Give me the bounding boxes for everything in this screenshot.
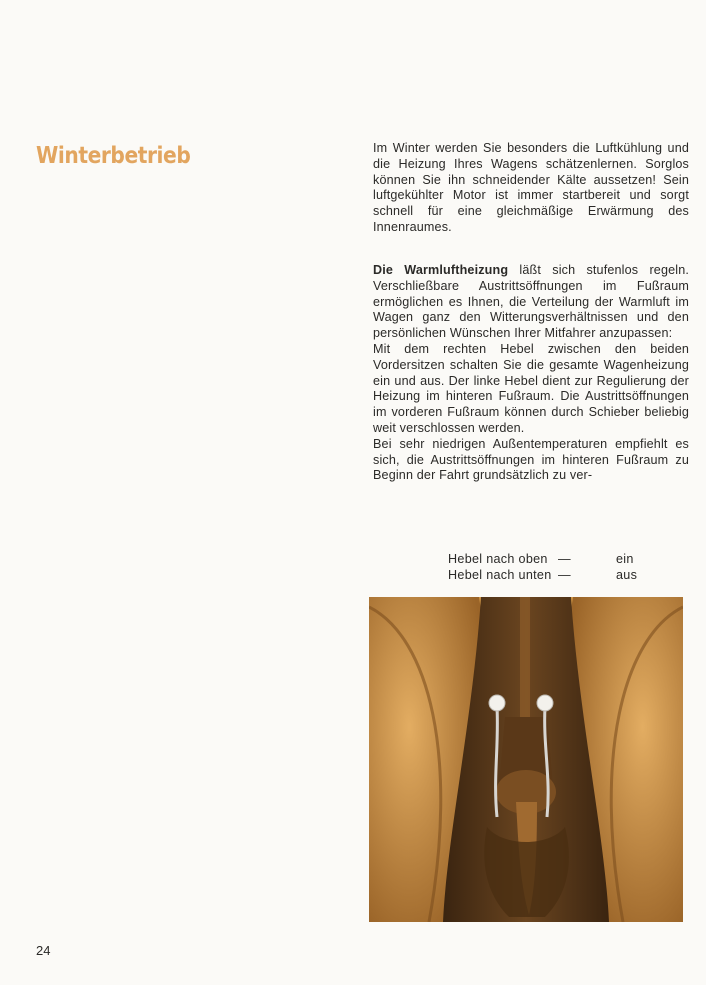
heating-section <box>373 263 689 484</box>
heating-paragraph-2: Mit dem rechten Hebel zwischen den beiden Vordersitzen schalten Sie die gesamte Wagenheizung ein und aus. Der linke Hebel dient zur Regulierung der Heizung im hinteren Fußraum. Die Austrittsöffnungen im vorderen Fußraum können durch Schieber beliebig weit verschlossen werden. <box>373 341 689 435</box>
heating-lead: Die Warmluftheizung <box>373 263 509 277</box>
lever-state: aus <box>616 567 638 582</box>
heating-text-1: läßt sich stufenlos regeln. Verschließbare Austrittsöffnungen im Fußraum ermöglichen es Ihnen, die Verteilung der Warmluft im Wagen ganz den Witterungsverhältnissen und den persönlichen Wünschen Ihrer Mitfahrer anzupassen: <box>373 263 690 341</box>
section-heading: Winterbetrieb <box>36 143 191 169</box>
heating-paragraph-1 <box>373 263 689 342</box>
lever-legend <box>448 552 637 584</box>
intro-paragraph <box>373 141 689 236</box>
lever-state: ein <box>616 552 634 566</box>
lever-position: Hebel nach oben <box>448 552 548 566</box>
intro-text: Im Winter werden Sie besonders die Luftkühlung und die Heizung Ihres Wagens schätzenlernen. Sorglos können Sie ihn schneidender Kälte aussetzen! Sein luftgekühlter Motor ist immer startbereit und sorgt schnell für eine gleichmäßige Erwärmung des Innenraumes. <box>373 141 689 234</box>
lever-dash: — <box>558 552 571 566</box>
page-number: 24 <box>36 943 51 958</box>
lever-dash: — <box>558 567 571 582</box>
heating-levers-illustration <box>369 597 683 922</box>
heating-paragraph-3: Bei sehr niedrigen Außentemperaturen empfiehlt es sich, die Austrittsöffnungen im hinteren Fußraum zu Beginn der Fahrt grundsätzlich zu ver- <box>373 436 689 483</box>
lever-legend-row <box>448 552 637 568</box>
lever-legend-row <box>448 568 637 584</box>
lever-position: Hebel nach unten <box>448 567 552 582</box>
heating-levers-photo <box>369 597 683 922</box>
